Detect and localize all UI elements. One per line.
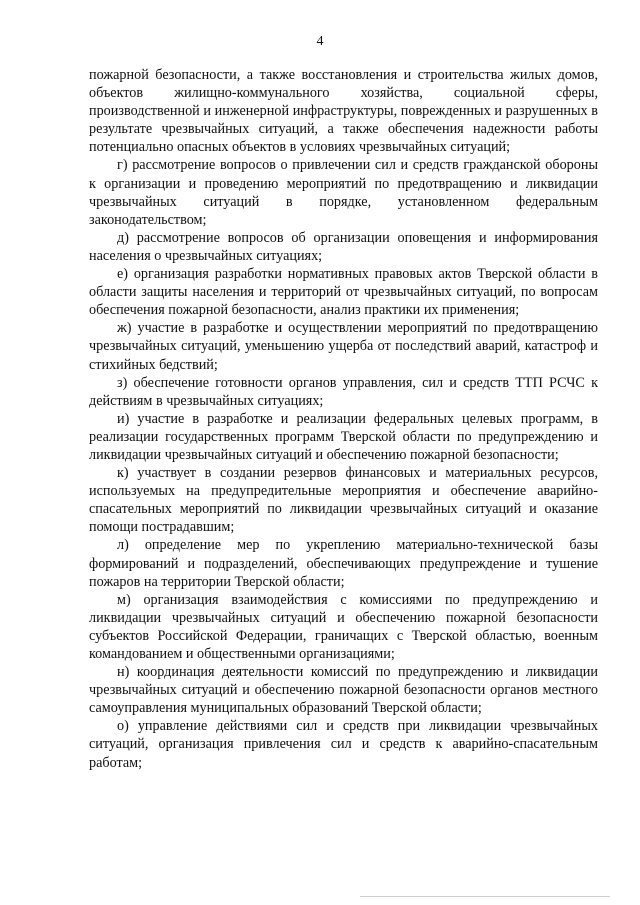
paragraph-item-d: д) рассмотрение вопросов об организации оповещения и информирования населения о чрезвычайных ситуациях; <box>89 229 598 264</box>
paragraph-item-z: з) обеспечение готовности органов управления, сил и средств ТТП РСЧС к действиям в чрезвычайных ситуациях; <box>89 374 598 409</box>
paragraph-continuation: пожарной безопасности, а также восстановления и строительства жилых домов, объектов жилищно-коммунального хозяйства, социальной сферы, производственной и инженерной инфраструктуры, поврежденных и разрушенных в результате чрезвычайных ситуаций, а также обеспечения надежности работы потенциально опасных объектов в условиях чрезвычайных ситуаций; <box>89 67 598 156</box>
paragraph-item-i: и) участие в разработке и реализации федеральных целевых программ, в реализации государственных программ Тверской области по предупреждению и ликвидации чрезвычайных ситуаций и обеспечению пожарной безопасности; <box>89 410 598 463</box>
paragraph-item-m: м) организация взаимодействия с комиссиями по предупреждению и ликвидации чрезвычайных ситуаций и обеспечению пожарной безопасности субъектов Российской Федерации, граничащих с Тверской областью, военным командованием и общественными организациями; <box>89 591 598 662</box>
paragraph-item-zh: ж) участие в разработке и осуществлении мероприятий по предотвращению чрезвычайных ситуаций, уменьшению ущерба от последствий аварий, катастроф и стихийных бедствий; <box>89 320 598 373</box>
document-body <box>89 66 598 772</box>
paragraph-item-l: л) определение мер по укреплению материально-технической базы формирований и подразделений, обеспечивающих предупреждение и тушение пожаров на территории Тверской области; <box>89 537 598 590</box>
paragraph-item-e: е) организация разработки нормативных правовых актов Тверской области в области защиты населения и территорий от чрезвычайных ситуаций, по вопросам обеспечения пожарной безопасности, анализ практики их применения; <box>89 266 598 319</box>
scan-edge-line <box>360 896 610 897</box>
paragraph-item-o: о) управление действиями сил и средств при ликвидации чрезвычайных ситуаций, организация привлечения сил и средств к аварийно-спасательным работам; <box>89 718 598 771</box>
paragraph-item-k: к) участвует в создании резервов финансовых и материальных ресурсов, используемых на предупредительные мероприятия и обеспечение аварийно-спасательных мероприятий по ликвидации чрезвычайных ситуаций и оказание помощи пострадавшим; <box>89 465 598 536</box>
paragraph-item-g: г) рассмотрение вопросов о привлечении сил и средств гражданской обороны к организации и проведению мероприятий по предотвращению и ликвидации чрезвычайных ситуаций в порядке, установленном федеральным законодательством; <box>89 157 598 228</box>
page-number: 4 <box>316 34 324 49</box>
paragraph-item-n: н) координация деятельности комиссий по предупреждению и ликвидации чрезвычайных ситуаций и обеспечению пожарной безопасности органов местного самоуправления муниципальных образований Тверской области; <box>89 664 598 717</box>
